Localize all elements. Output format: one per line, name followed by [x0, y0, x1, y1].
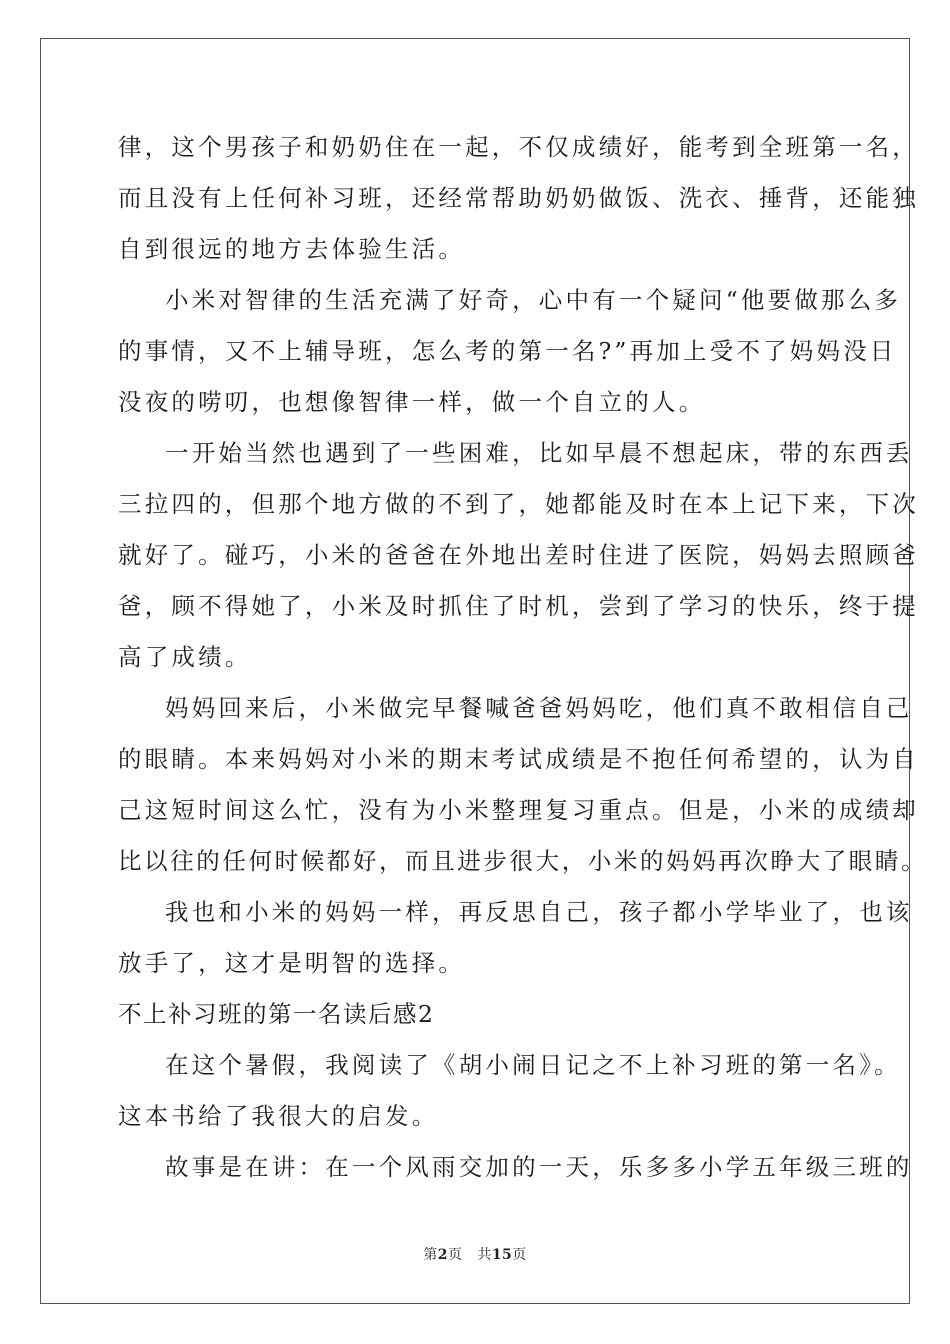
- text-line: 律，这个男孩子和奶奶住在一起，不仅成绩好，能考到全班第一名，: [118, 133, 919, 161]
- text-line: 自到很远的地方去体验生活。: [118, 235, 466, 263]
- text-line: 比以往的任何时候都好，而且进步很大，小米的妈妈再次睁大了眼睛。: [118, 847, 928, 875]
- paragraph-start-line: 妈妈回来后，小米做完早餐喊爸爸妈妈吃，他们真不敢相信自己: [165, 694, 913, 722]
- text-line: 这本书给了我很大的启发。: [118, 1102, 439, 1130]
- page-label-prefix: 第: [423, 1247, 438, 1263]
- text-line: 就好了。碰巧，小米的爸爸在外地出差时住进了医院，妈妈去照顾爸: [118, 541, 919, 569]
- text-line: 爸，顾不得她了，小米及时抓住了时机，尝到了学习的快乐，终于提: [118, 592, 919, 620]
- text-line: 己这短时间这么忙，没有为小米整理复习重点。但是，小米的成绩却: [118, 796, 919, 824]
- paragraph-start-line: 小米对智律的生活充满了好奇，心中有一个疑问“他要做那么多: [165, 286, 902, 314]
- total-label-suffix: 页: [512, 1247, 527, 1263]
- text-line: 三拉四的，但那个地方做的不到了，她都能及时在本上记下来，下次: [118, 490, 919, 518]
- total-pages: 15: [491, 1247, 513, 1263]
- paragraph-start-line: 我也和小米的妈妈一样，再反思自己，孩子都小学毕业了，也该: [165, 898, 913, 926]
- paragraph-start-line: 故事是在讲：在一个风雨交加的一天，乐多多小学五年级三班的: [165, 1153, 913, 1181]
- document-body: [118, 122, 928, 1193]
- total-label-prefix: 共: [477, 1247, 492, 1263]
- page-footer: [0, 1244, 950, 1264]
- section-heading: 不上补习班的第一名读后感2: [118, 1000, 435, 1028]
- text-line: 而且没有上任何补习班，还经常帮助奶奶做饭、洗衣、捶背，还能独: [118, 184, 919, 212]
- paragraph-start-line: 一开始当然也遇到了一些困难，比如早晨不想起床，带的东西丢: [165, 439, 913, 467]
- text-line: 放手了，这才是明智的选择。: [118, 949, 466, 977]
- paragraph-start-line: 在这个暑假，我阅读了《胡小闹日记之不上补习班的第一名》。: [165, 1051, 901, 1079]
- text-line: 的眼睛。本来妈妈对小米的期末考试成绩是不抱任何希望的，认为自: [118, 745, 919, 773]
- page-number: 2: [437, 1247, 448, 1263]
- page-label-suffix: 页: [447, 1247, 463, 1263]
- text-line: 高了成绩。: [118, 643, 252, 671]
- text-line: 没夜的唠叨，也想像智律一样，做一个自立的人。: [118, 388, 706, 416]
- text-line: 的事情，又不上辅导班，怎么考的第一名?”再加上受不了妈妈没日: [118, 337, 897, 365]
